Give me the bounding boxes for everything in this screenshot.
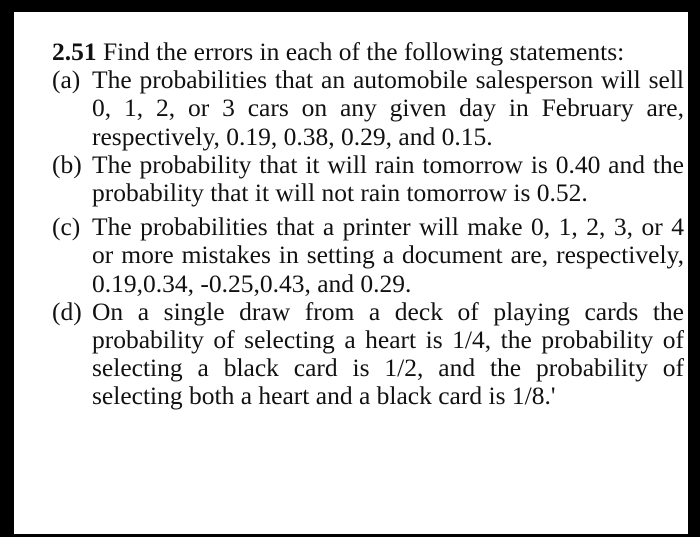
part-text: On a single draw from a deck of playing cards the probability of selecting a heart is 1/4, the probability of selecting a black card is 1/2, and the probability of selecting both a heart and a black card is 1/8.' bbox=[92, 296, 684, 411]
part-label: (b) bbox=[52, 149, 82, 179]
problem-number: 2.51 bbox=[52, 37, 97, 66]
part-text: The probability that it will rain tomorrow is 0.40 and the probability that it will not rain tomorrow is 0.52. bbox=[92, 149, 684, 208]
problem-heading bbox=[52, 38, 684, 66]
part-a bbox=[52, 66, 684, 151]
part-label: (c) bbox=[52, 212, 81, 242]
part-text: The probabilities that an automobile salesperson will sell 0, 1, 2, or 3 cars on any given day in February are, respectively, 0.19, 0.38, 0.29, and 0.15. bbox=[92, 65, 684, 151]
part-d bbox=[52, 298, 684, 411]
part-c bbox=[52, 213, 684, 298]
problem-prompt: Find the errors in each of the following statements: bbox=[103, 37, 625, 66]
part-text: The probabilities that a printer will make 0, 1, 2, 3, or 4 or more mistakes in setting a document are, respectively, 0.19,0.34, -0.25,0.43, and 0.29. bbox=[92, 212, 684, 298]
part-label: (d) bbox=[52, 296, 82, 326]
textbook-page bbox=[14, 12, 688, 534]
exercise-block bbox=[52, 38, 684, 411]
part-b bbox=[52, 151, 684, 207]
part-label: (a) bbox=[52, 65, 81, 95]
